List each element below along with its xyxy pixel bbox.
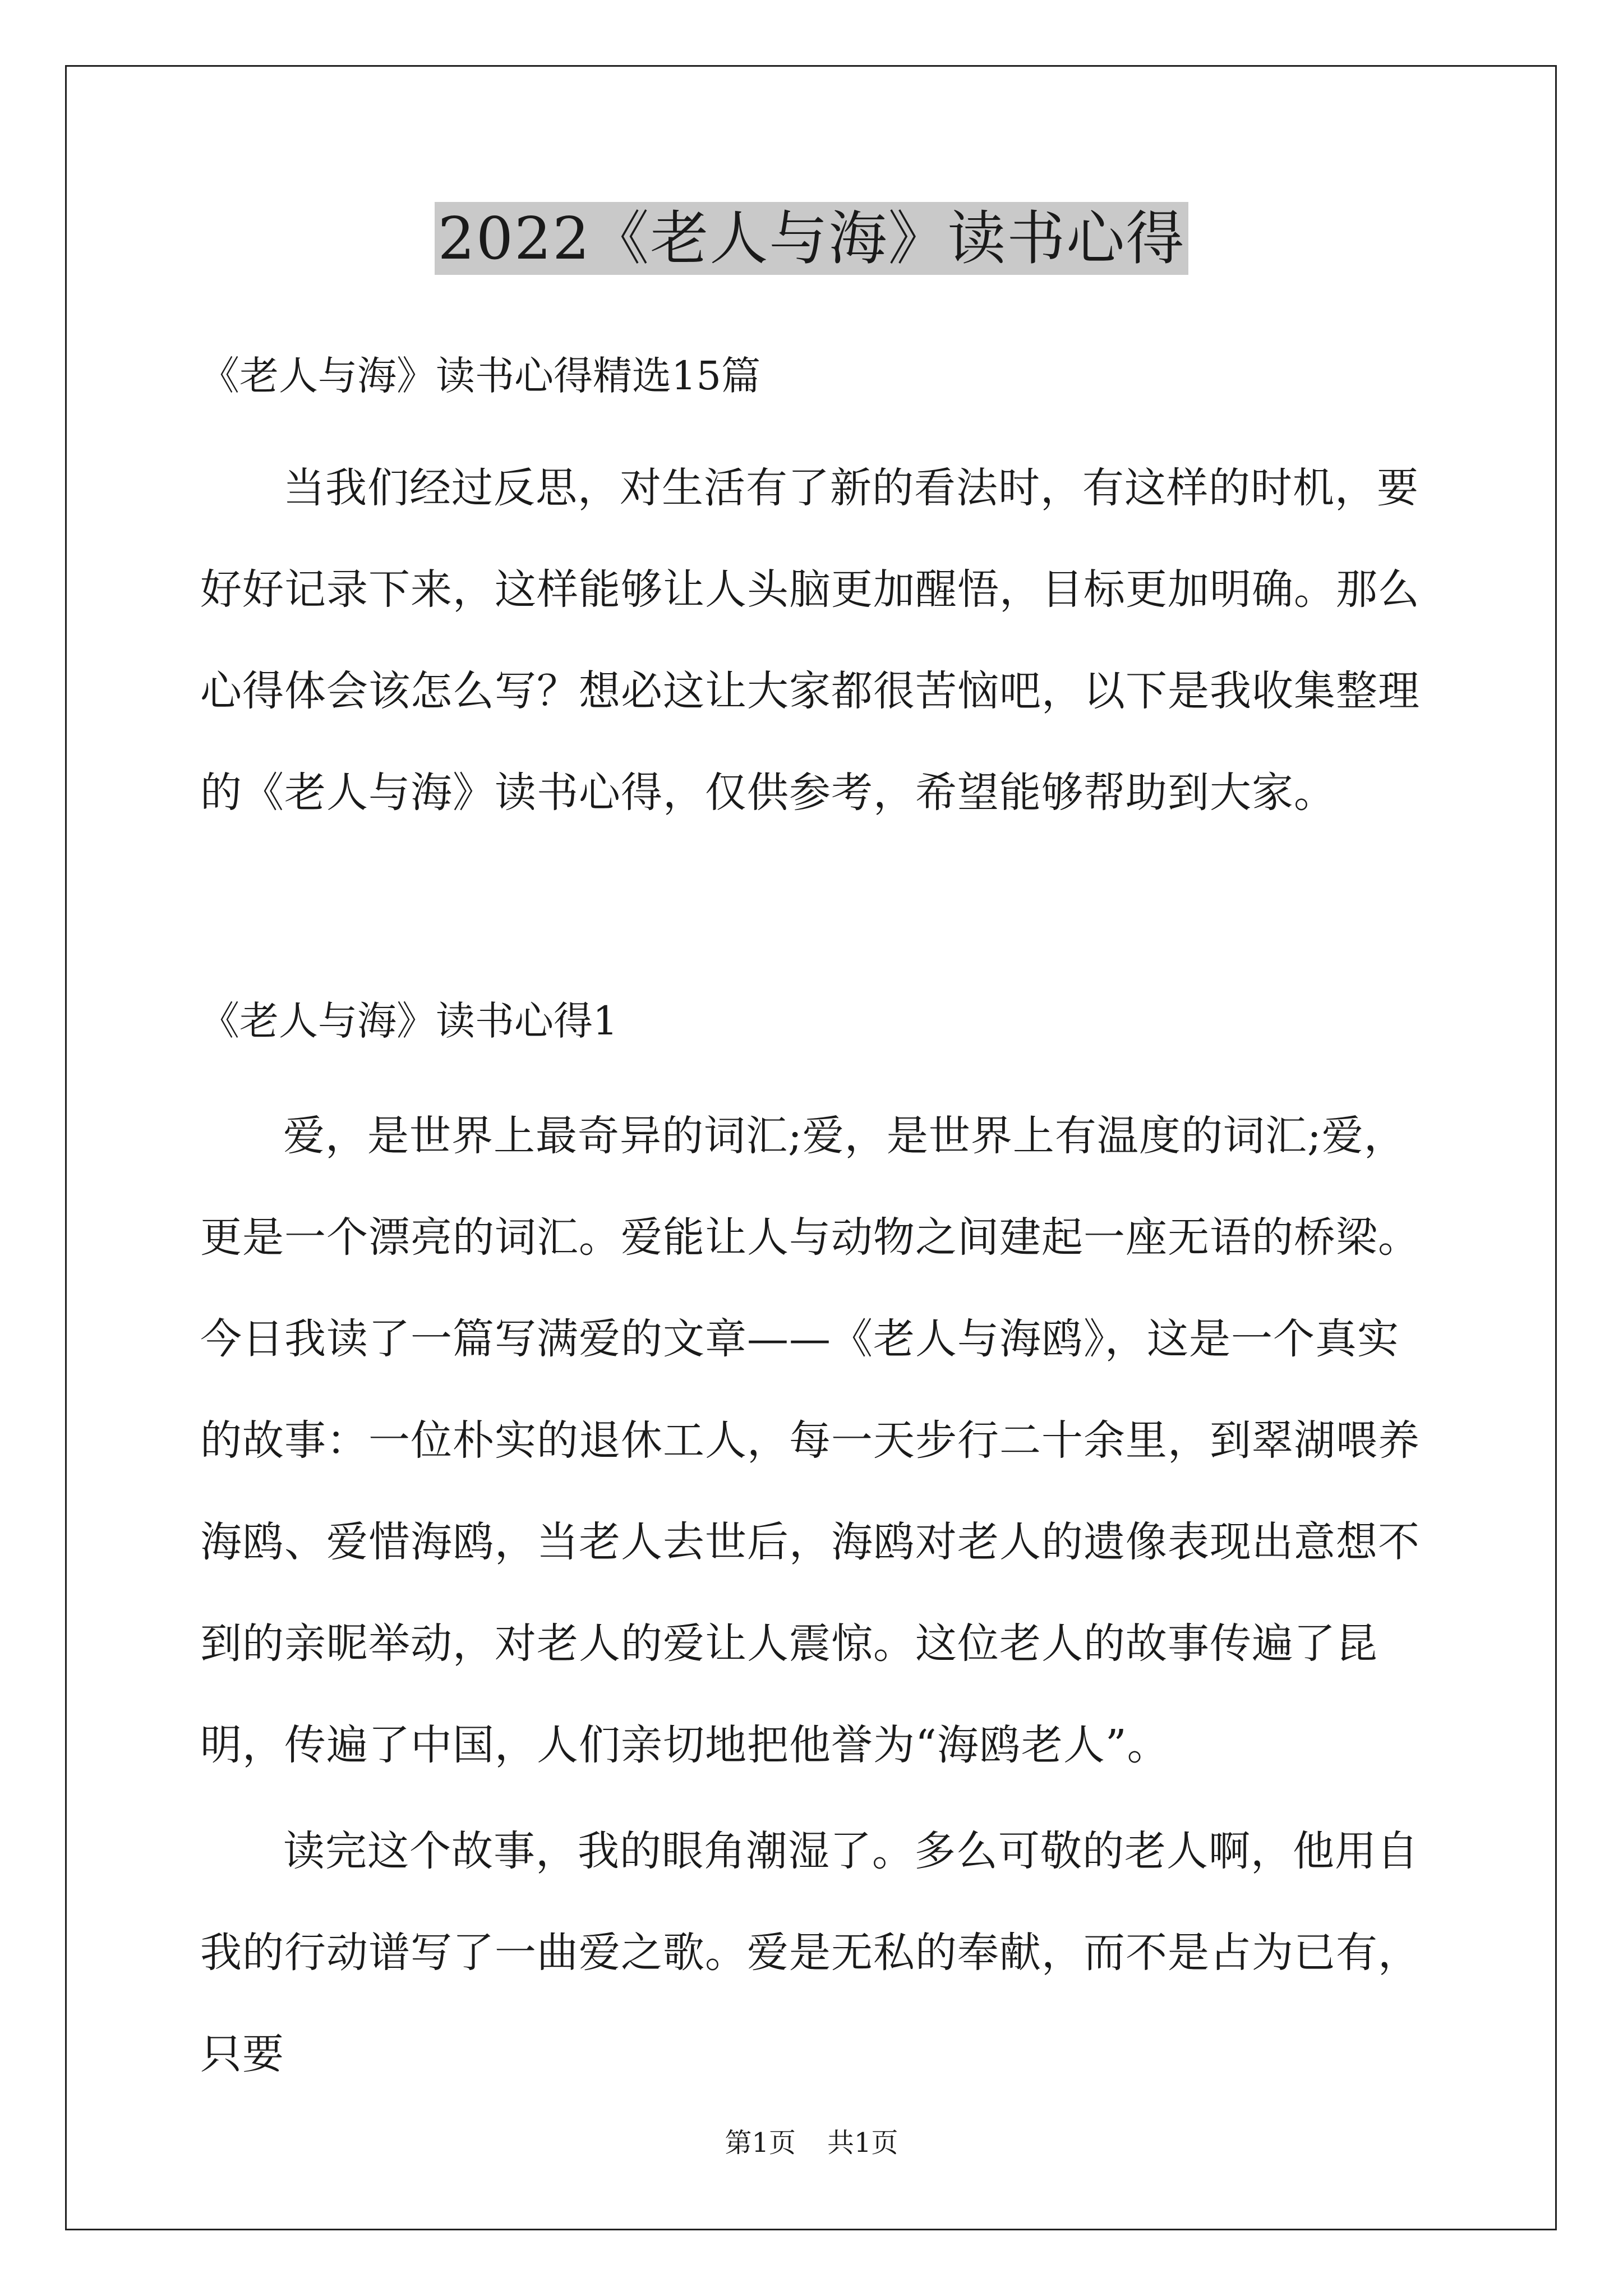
page-number-current: 第1页 xyxy=(725,2127,796,2159)
document-title: 2022《老人与海》读书心得 xyxy=(435,202,1189,275)
section-paragraph-1: 爱，是世界上最奇异的词汇;爱，是世界上有温度的词汇;爱，更是一个漂亮的词汇。爱能让人与动物之间建起一座无语的桥梁。今日我读了一篇写满爱的文章——《老人与海鸥》，这是一个真实的故事：一位朴实的退休工人，每一天步行二十余里，到翠湖喂养海鸥、爱惜海鸥，当老人去世后，海鸥对老人的遗像表现出意想不到的亲昵举动，对老人的爱让人震惊。这位老人的故事传遍了昆明，传遍了中国，人们亲切地把他誉为“海鸥老人”。 xyxy=(200,1112,1420,1769)
section-paragraph-2: 读完这个故事，我的眼角潮湿了。多么可敬的老人啊，他用自我的行动谱写了一曲爱之歌。爱是无私的奉献，而不是占为已有，只要 xyxy=(200,1827,1420,2078)
page-footer xyxy=(0,2126,1623,2160)
title-container xyxy=(0,202,1623,275)
document-subtitle: 《老人与海》读书心得精选15篇 xyxy=(200,353,761,399)
section-heading: 《老人与海》读书心得1 xyxy=(200,998,618,1044)
intro-paragraph: 当我们经过反思，对生活有了新的看法时，有这样的时机，要好好记录下来，这样能够让人头脑更加醒悟，目标更加明确。那么心得体会该怎么写？想必这让大家都很苦恼吧，以下是我收集整理的《老人与海》读书心得，仅供参考，希望能够帮助到大家。 xyxy=(200,464,1420,817)
page-number-total: 共1页 xyxy=(827,2127,898,2159)
